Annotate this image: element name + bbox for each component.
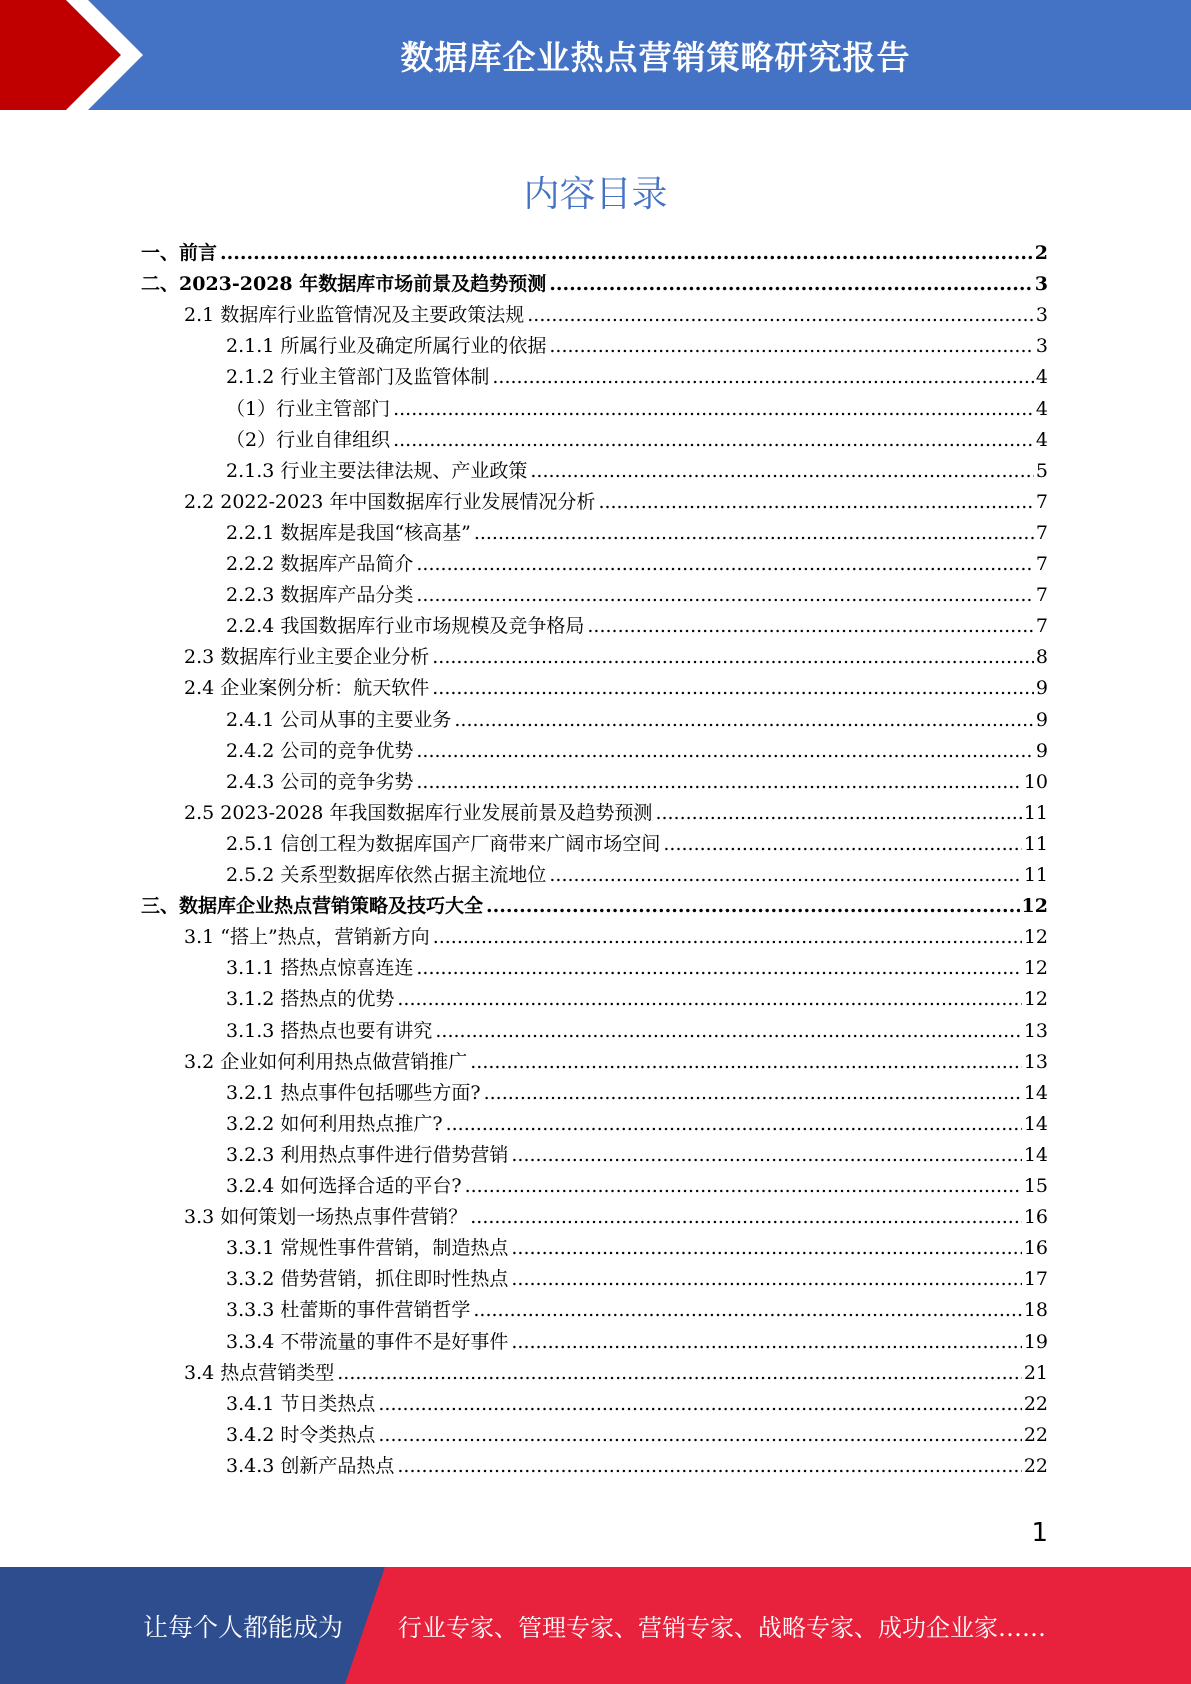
- toc-entry[interactable]: [226, 362, 1048, 393]
- toc-entry-title: 3.3.4 不带流量的事件不是好事件: [226, 1330, 509, 1353]
- toc-entry-page: 5: [1035, 459, 1048, 482]
- toc-entry[interactable]: [141, 891, 1048, 922]
- toc-entry-page: 12: [1023, 957, 1048, 980]
- toc-entry[interactable]: [226, 1078, 1048, 1109]
- toc-leader-dots: [397, 1451, 1021, 1482]
- toc-entry-page: 3: [1034, 273, 1048, 296]
- toc-leader-dots: [598, 487, 1033, 518]
- toc-entry-page: 9: [1035, 677, 1048, 700]
- toc-entry-page: 16: [1023, 1237, 1048, 1260]
- toc-leader-dots: [663, 829, 1021, 860]
- toc-leader-dots: [432, 673, 1034, 704]
- toc-leader-dots: [527, 300, 1034, 331]
- toc-entry-title: 2.1.3 行业主要法律法规、产业政策: [226, 459, 528, 482]
- toc-leader-dots: [549, 331, 1034, 362]
- toc-leader-dots: [416, 736, 1034, 767]
- toc-leader-dots: [511, 1264, 1021, 1295]
- toc-entry-page: 15: [1023, 1175, 1048, 1197]
- toc-leader-dots: [530, 456, 1034, 487]
- toc-leader-dots: [511, 1140, 1021, 1171]
- toc-entry[interactable]: [184, 673, 1048, 704]
- toc-entry-page: 4: [1035, 397, 1048, 420]
- toc-leader-dots: [484, 1078, 1022, 1109]
- toc-entry-title: 3.3.2 借势营销，抓住即时性热点: [226, 1268, 509, 1291]
- toc-entry-page: 11: [1023, 832, 1048, 855]
- toc-leader-dots: [473, 1295, 1021, 1326]
- toc-entry-title: （1）行业主管部门: [226, 397, 391, 420]
- toc-entry-page: 7: [1035, 615, 1048, 638]
- toc-entry[interactable]: [226, 1233, 1048, 1264]
- toc-entry-page: 22: [1023, 1423, 1048, 1446]
- toc-entry[interactable]: [184, 642, 1048, 673]
- toc-entry-title: 2.2.4 我国数据库行业市场规模及竞争格局: [226, 615, 585, 638]
- toc-entry[interactable]: [226, 1420, 1048, 1451]
- toc-entry-title: 2.1 数据库行业监管情况及主要政策法规: [184, 304, 525, 327]
- footer-banner: [0, 1567, 1191, 1684]
- toc-entry[interactable]: [226, 1109, 1048, 1140]
- toc-leader-dots: [470, 1047, 1022, 1078]
- toc-heading: 内容目录: [523, 174, 668, 215]
- toc-entry-title: 2.2.1 数据库是我国“核高基”: [226, 521, 471, 544]
- toc-entry-title: 2.2.3 数据库产品分类: [226, 584, 414, 607]
- toc-leader-dots: [655, 798, 1021, 829]
- toc-entry-title: 3.4.3 创新产品热点: [226, 1454, 395, 1477]
- toc-entry-title: 3.1.3 搭热点也要有讲究: [226, 1019, 433, 1042]
- toc-entry-page: 22: [1023, 1392, 1048, 1415]
- toc-entry-title: 2.2.2 数据库产品简介: [226, 553, 414, 575]
- toc-leader-dots: [587, 611, 1034, 642]
- toc-entry-title: 一、前言: [141, 242, 218, 264]
- toc-leader-dots: [549, 860, 1021, 891]
- toc-entry-title: 3.3 如何策划一场热点事件营销？: [184, 1206, 468, 1229]
- toc-entry-page: 11: [1023, 801, 1048, 824]
- toc-leader-dots: [416, 580, 1034, 611]
- toc-leader-dots: [511, 1233, 1021, 1264]
- toc-entry-title: 3.4.2 时令类热点: [226, 1423, 376, 1446]
- toc-leader-dots: [549, 269, 1033, 300]
- page-number: 1: [1031, 1518, 1048, 1548]
- toc-leader-dots: [465, 1171, 1022, 1202]
- toc-entry-page: 16: [1023, 1206, 1048, 1229]
- toc-entry-page: 7: [1035, 553, 1048, 575]
- toc-entry[interactable]: [226, 394, 1048, 425]
- toc-entry[interactable]: [226, 331, 1048, 362]
- toc-entry[interactable]: [184, 1047, 1048, 1078]
- toc-leader-dots: [511, 1327, 1021, 1358]
- toc-entry-title: 3.4.1 节日类热点: [226, 1392, 376, 1415]
- toc-entry[interactable]: [226, 1389, 1048, 1420]
- toc-entry-page: 8: [1035, 646, 1048, 669]
- toc-entry-page: 4: [1035, 366, 1048, 389]
- toc-entry-page: 17: [1023, 1268, 1048, 1291]
- toc-entry[interactable]: [184, 300, 1048, 331]
- toc-entry-title: 2.4.3 公司的竞争劣势: [226, 770, 414, 793]
- toc-leader-dots: [433, 922, 1022, 953]
- toc-leader-dots: [474, 518, 1034, 549]
- toc-entry-page: 9: [1035, 708, 1048, 731]
- toc-entry-page: 14: [1023, 1143, 1048, 1166]
- toc-entry-page: 9: [1035, 739, 1048, 762]
- toc-entry-title: 二、2023-2028 年数据库市场前景及趋势预测: [141, 273, 547, 296]
- toc-entry-page: 11: [1023, 864, 1048, 886]
- toc-entry[interactable]: [226, 953, 1048, 984]
- toc-leader-dots: [337, 1358, 1022, 1389]
- toc-entry-title: 3.2.4 如何选择合适的平台?: [226, 1175, 462, 1197]
- toc-entry-page: 3: [1035, 304, 1048, 327]
- toc-entry[interactable]: [141, 238, 1048, 269]
- toc-leader-dots: [416, 953, 1021, 984]
- toc-entry[interactable]: [141, 269, 1048, 300]
- toc-entry-title: 2.5.2 关系型数据库依然占据主流地位: [226, 864, 547, 886]
- toc-entry[interactable]: [184, 1202, 1048, 1233]
- toc-entry[interactable]: [226, 860, 1048, 891]
- toc-leader-dots: [486, 891, 1020, 922]
- toc-entry-title: 3.2.1 热点事件包括哪些方面?: [226, 1081, 481, 1104]
- footer-slogan-right: 行业专家、管理专家、营销专家、战略专家、成功企业家……: [398, 1614, 1046, 1642]
- toc-leader-dots: [470, 1202, 1022, 1233]
- toc-entry-title: 2.3 数据库行业主要企业分析: [184, 646, 430, 669]
- toc-leader-dots: [454, 705, 1034, 736]
- toc-leader-dots: [416, 549, 1034, 580]
- toc-entry-title: 2.4.2 公司的竞争优势: [226, 739, 414, 762]
- toc-leader-dots: [435, 1016, 1021, 1047]
- report-title: 数据库企业热点营销策略研究报告: [400, 37, 911, 77]
- toc-entry[interactable]: [226, 549, 1048, 580]
- toc-entry-page: 4: [1035, 428, 1048, 451]
- toc-entry[interactable]: [226, 1295, 1048, 1326]
- toc-leader-dots: [378, 1389, 1021, 1420]
- toc-entry-title: 3.1 “搭上”热点，营销新方向: [184, 926, 430, 949]
- toc-entry-title: 2.5.1 信创工程为数据库国产厂商带来广阔市场空间: [226, 832, 661, 855]
- toc-entry[interactable]: [226, 705, 1048, 736]
- toc-entry-page: 7: [1035, 584, 1048, 607]
- toc-leader-dots: [416, 767, 1021, 798]
- toc-entry-title: 3.3.3 杜蕾斯的事件营销哲学: [226, 1299, 471, 1322]
- toc-entry-page: 2: [1034, 242, 1048, 264]
- toc-leader-dots: [446, 1109, 1022, 1140]
- toc-entry-title: 3.1.2 搭热点的优势: [226, 988, 395, 1011]
- toc-entry-title: 3.4 热点营销类型: [184, 1361, 335, 1384]
- toc-entry-title: 3.2 企业如何利用热点做营销推广: [184, 1050, 468, 1073]
- toc-leader-dots: [393, 394, 1034, 425]
- toc-entry-title: 2.1.2 行业主管部门及监管体制: [226, 366, 490, 389]
- toc-leader-dots: [432, 642, 1034, 673]
- toc-entry-title: 2.4.1 公司从事的主要业务: [226, 708, 452, 731]
- toc-entry-page: 14: [1023, 1112, 1048, 1135]
- toc-entry[interactable]: [184, 798, 1048, 829]
- toc-entry[interactable]: [226, 1171, 1048, 1202]
- toc-leader-dots: [492, 362, 1034, 393]
- toc-entry-page: 18: [1023, 1299, 1048, 1322]
- toc-entry[interactable]: [226, 829, 1048, 860]
- toc-entry-title: 2.1.1 所属行业及确定所属行业的依据: [226, 335, 547, 358]
- toc-entry[interactable]: [184, 922, 1048, 953]
- toc-entry-title: 3.1.1 搭热点惊喜连连: [226, 957, 414, 980]
- toc-entry-page: 7: [1035, 521, 1048, 544]
- toc-entry[interactable]: [226, 1140, 1048, 1171]
- toc-entry[interactable]: [226, 580, 1048, 611]
- toc-entry-title: 2.5 2023-2028 年我国数据库行业发展前景及趋势预测: [184, 801, 653, 824]
- toc-entry-page: 13: [1023, 1050, 1048, 1073]
- toc-entry-title: 3.2.2 如何利用热点推广?: [226, 1112, 443, 1135]
- toc-entry-page: 21: [1023, 1361, 1048, 1384]
- toc-entry-page: 10: [1023, 770, 1048, 793]
- toc-entry[interactable]: [226, 611, 1048, 642]
- footer-slogan-left: 让每个人都能成为: [143, 1612, 344, 1642]
- toc-entry[interactable]: [226, 1016, 1048, 1047]
- toc-entry[interactable]: [184, 487, 1048, 518]
- toc-entry[interactable]: [226, 1451, 1048, 1482]
- toc-entry-title: 2.2 2022-2023 年中国数据库行业发展情况分析: [184, 490, 596, 513]
- toc-entry-title: 3.3.1 常规性事件营销，制造热点: [226, 1237, 509, 1260]
- toc-entry-page: 12: [1023, 926, 1048, 949]
- toc-entry-page: 7: [1035, 490, 1048, 513]
- toc-leader-dots: [220, 238, 1033, 269]
- toc-entry-page: 12: [1023, 988, 1048, 1011]
- toc-leader-dots: [393, 425, 1034, 456]
- toc-entry-page: 14: [1023, 1081, 1048, 1104]
- toc-entry[interactable]: [226, 767, 1048, 798]
- toc-entry[interactable]: [226, 1327, 1048, 1358]
- toc-entry-page: 12: [1021, 895, 1048, 918]
- toc-leader-dots: [397, 984, 1021, 1015]
- toc-entry-title: 2.4 企业案例分析：航天软件: [184, 677, 430, 700]
- toc-entry[interactable]: [226, 456, 1048, 487]
- toc-entry-page: 22: [1023, 1454, 1048, 1477]
- toc-entry-title: 三、数据库企业热点营销策略及技巧大全: [141, 895, 484, 918]
- toc-entry[interactable]: [226, 518, 1048, 549]
- toc-entry[interactable]: [184, 1358, 1048, 1389]
- toc-entry-title: 3.2.3 利用热点事件进行借势营销: [226, 1143, 509, 1166]
- toc-entry[interactable]: [226, 984, 1048, 1015]
- toc-entry-title: （2）行业自律组织: [226, 428, 391, 451]
- toc-entry-page: 19: [1023, 1330, 1048, 1353]
- toc-entry[interactable]: [226, 736, 1048, 767]
- toc-entry[interactable]: [226, 1264, 1048, 1295]
- chevron-arrow-icon: [0, 0, 240, 110]
- toc-leader-dots: [378, 1420, 1021, 1451]
- toc-entry[interactable]: [226, 425, 1048, 456]
- toc-entry-page: 13: [1023, 1019, 1048, 1042]
- toc-entry-page: 3: [1035, 335, 1048, 358]
- header-banner: [0, 0, 1191, 110]
